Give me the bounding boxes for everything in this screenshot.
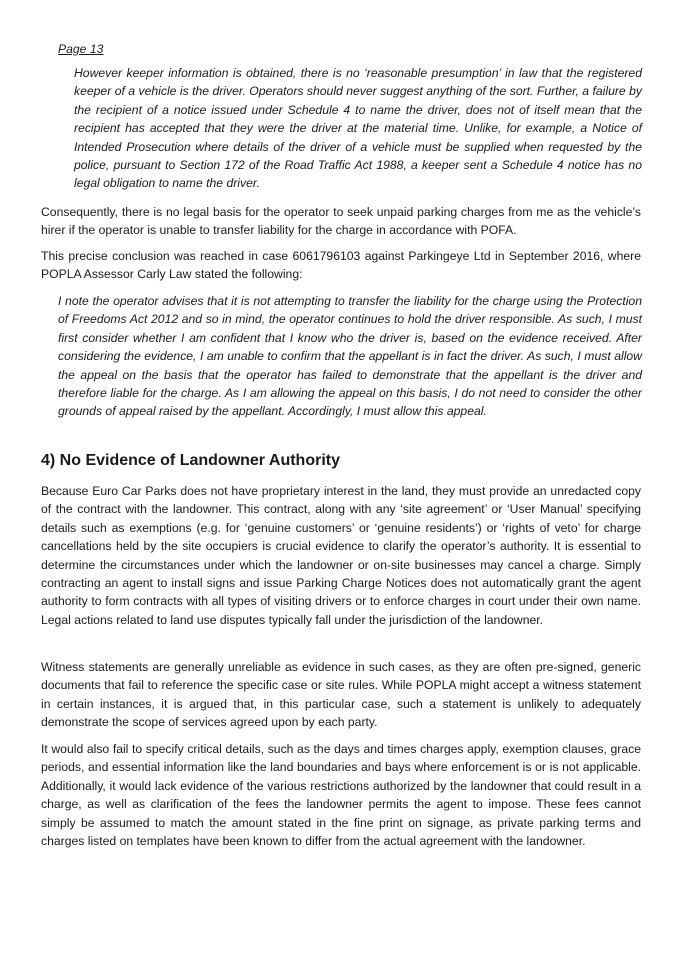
quote-keeper-information: However keeper information is obtained, there is no ‘reasonable presumption’ in law that the registered keeper of a vehicle is the driver. Operators should never suggest anything of the sort. Further, a failure by the recipient of a notice issued under Schedule 4 to name the driver, does not of itself mean that the recipient has accepted that they were the driver at the material time. Unlike, for example, a Notice of Intended Prosecution where details of the driver of a vehicle must be supplied when requested by the police, pursuant to Section 172 of the Road Traffic Act 1988, a keeper sent a Schedule 4 notice has no legal obligation to name the driver. [74,66,642,191]
quote-popla-assessor: I note the operator advises that it is not attempting to transfer the liability for the charge using the Protection of Freedoms Act 2012 and so in mind, the operator continues to hold the driver responsible. As such, I must first consider whether I am confident that I know who the driver is, based on the evidence received. After considering the evidence, I am unable to confirm that the appellant is in fact the driver. As such, I must allow the appeal on the basis that the operator has failed to demonstrate that the appellant is the driver and therefore liable for the charge. As I am allowing the appeal on this basis, I do not need to consider the other grounds of appeal raised by the appellant. Accordingly, I must allow this appeal. [58,294,642,419]
paragraph-consequently: Consequently, there is no legal basis for the operator to seek unpaid parking charges from me as the vehicle’s hirer if the operator is unable to transfer liability for the charge in accordance with POFA. [41,205,641,238]
paragraph-witness-statements: Witness statements are generally unreliable as evidence in such cases, as they are often pre-signed, generic documents that fail to reference the specific case or site rules. While POPLA might accept a witness statement in certain instances, it is argued that, in this particular case, such a statement is unlikely to adequately demonstrate the scope of services agreed upon by each party. [41,660,641,730]
section-heading: 4) No Evidence of Landowner Authority [41,452,340,469]
paragraph-landowner-contract: Because Euro Car Parks does not have proprietary interest in the land, they must provide an unredacted copy of the contract with the landowner. This contract, along with any ‘site agreement’ or ‘User Manual’ specifying details such as exemptions (e.g. for ‘genuine customers’ or ‘genuine residents’) or ‘rights of veto’ for charge cancellations held by the site occupiers is crucial evidence to clarify the operator’s authority. It is essential to determine the circumstances under which the landowner or on-site businesses may cancel a charge. Simply contracting an agent to install signs and issue Parking Charge Notices does not automatically grant the agent authority to form contracts with all types of visiting drivers or to enforce charges in court under their own name. Legal actions related to land use disputes typically fall under the jurisdiction of the landowner. [41,484,641,627]
paragraph-critical-details: It would also fail to specify critical details, such as the days and times charges apply, exemption clauses, grace periods, and essential information like the land boundaries and bays where enforcement is or is not applicable. Additionally, it would lack evidence of the various restrictions authorized by the landowner that could result in a charge, as well as clarification of the fees the landowner permits the agent to impose. These fees cannot simply be assumed to match the amount stated in the fine print on signage, as private parking terms and charges listed on templates have been known to differ from the actual agreement with the landowner. [41,742,641,849]
page-reference: Page 13 [58,42,104,56]
paragraph-precise-conclusion: This precise conclusion was reached in case 6061796103 against Parkingeye Ltd in September 2016, where POPLA Assessor Carly Law stated the following: [41,249,641,282]
